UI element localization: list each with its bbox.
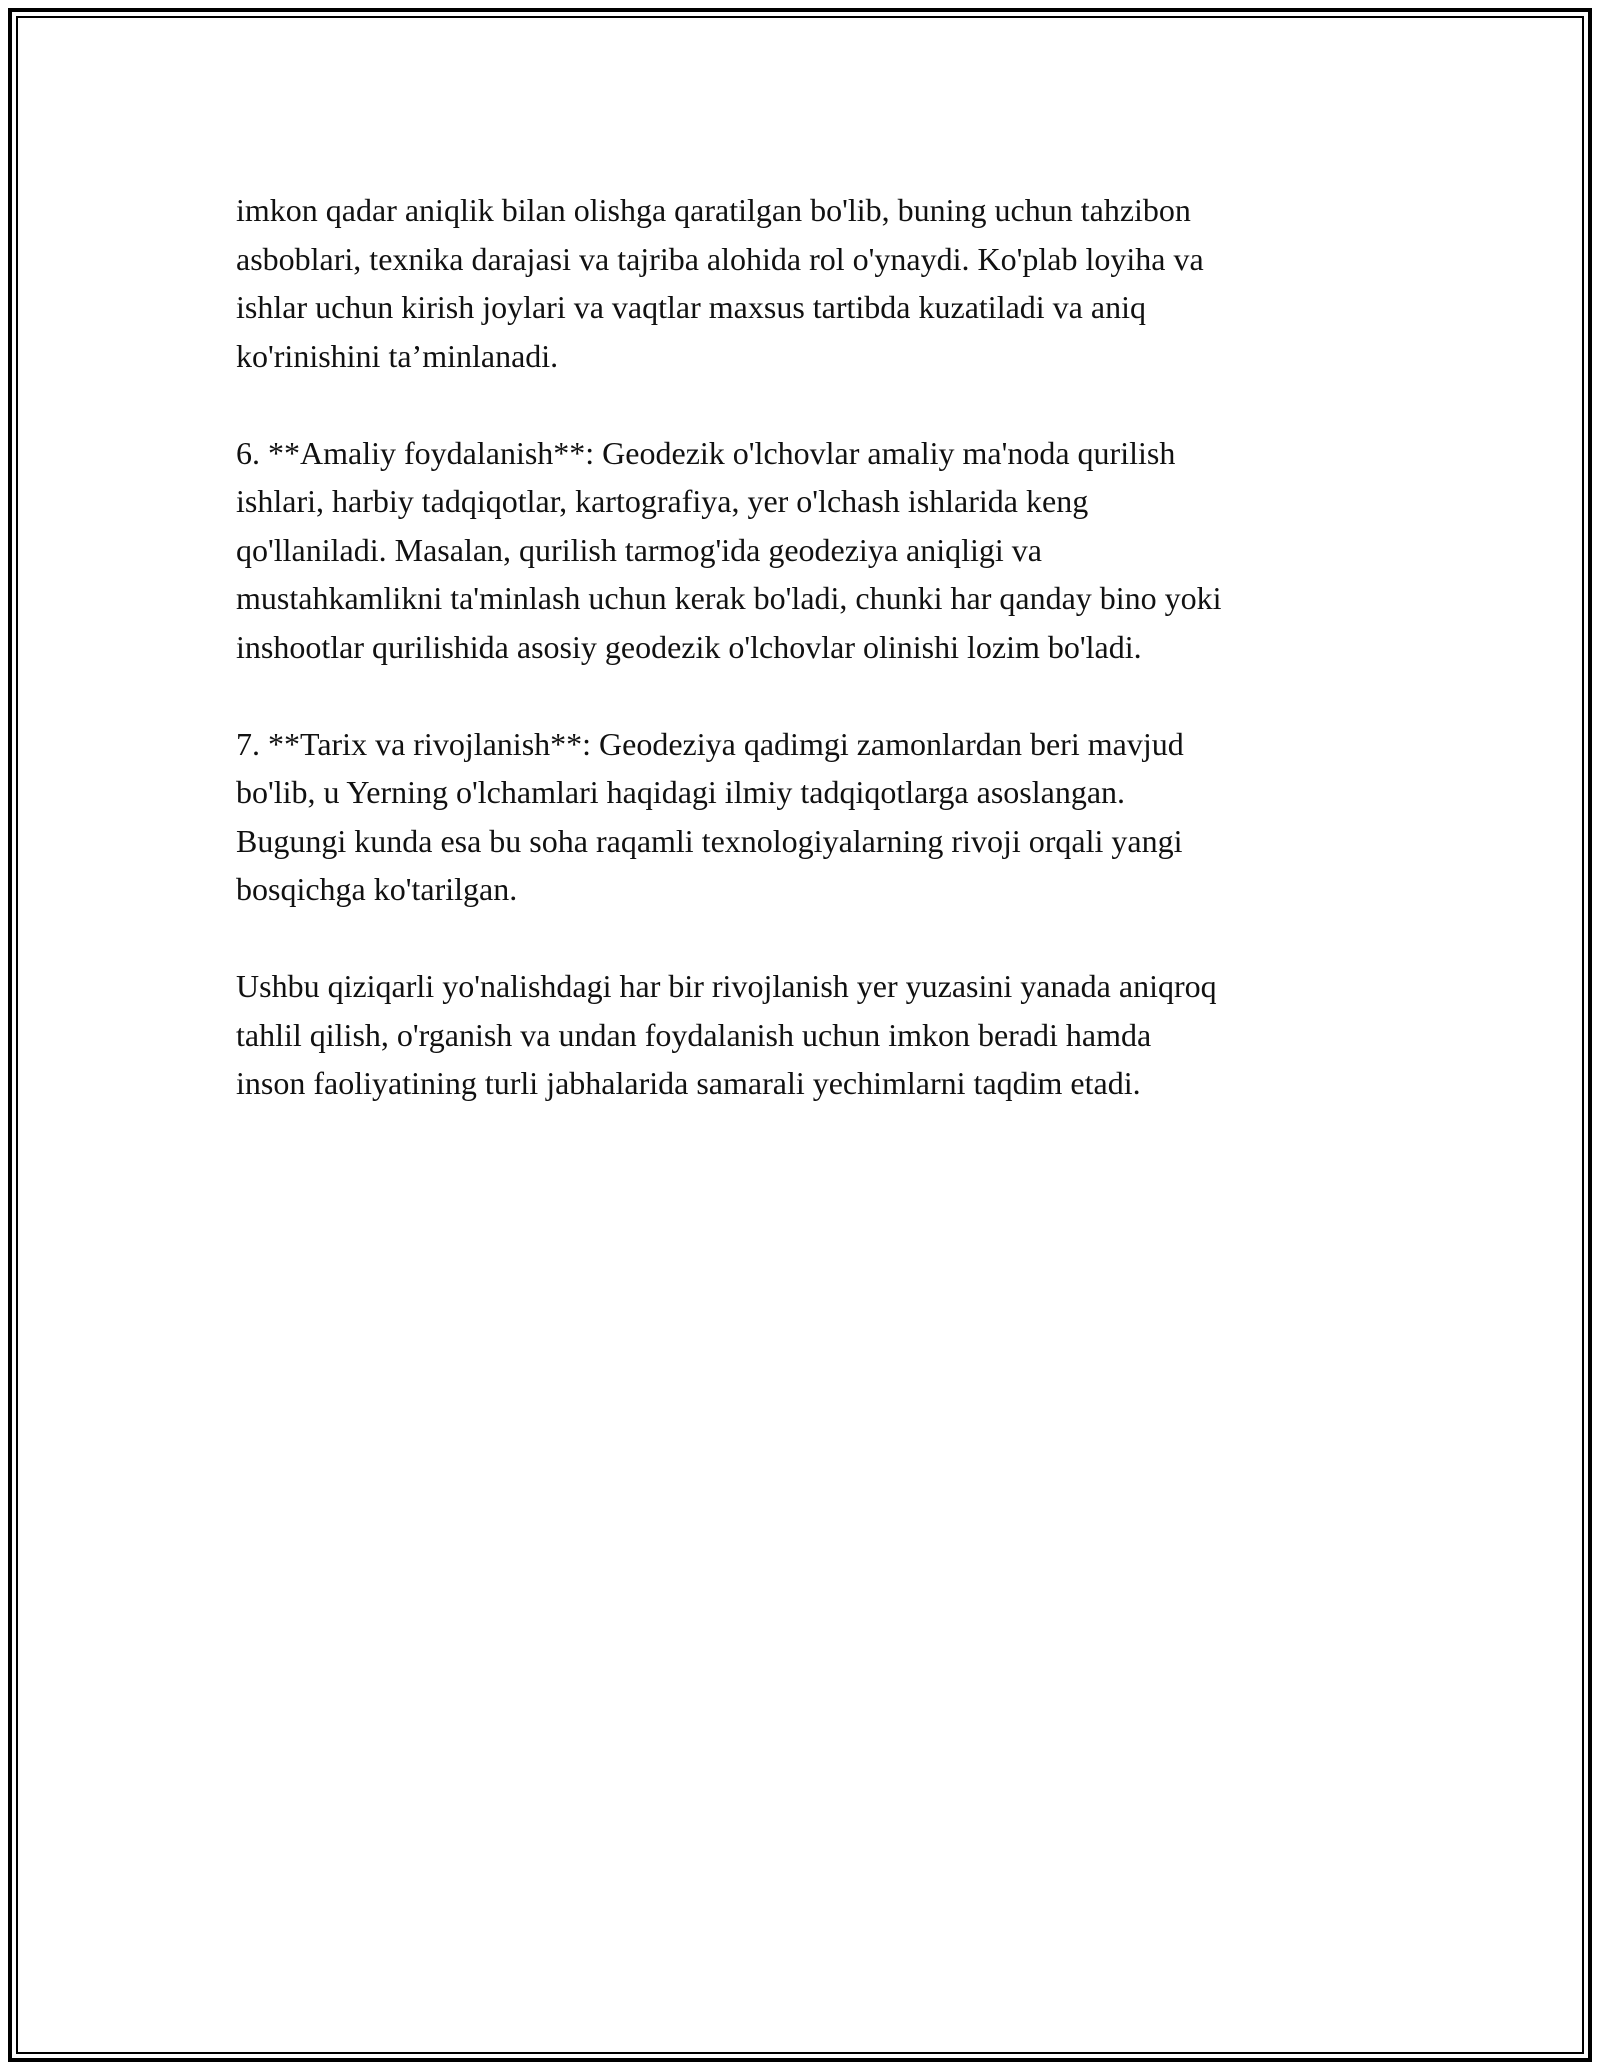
text-line: qo'llaniladi. Masalan, qurilish tarmog'ida geodeziya aniqligi va [236, 531, 1042, 568]
text-line: ko'rinishini ta’minlanadi. [236, 337, 559, 374]
paragraph-1 [236, 186, 1386, 380]
text-line: imkon qadar aniqlik bilan olishga qaratilgan bo'lib, buning uchun tahzibon [236, 192, 1191, 228]
paragraph-2-amaliy-foydalanish [236, 429, 1386, 672]
text-line: inson faoliyatining turli jabhalarida samarali yechimlarni taqdim etadi. [236, 1065, 1141, 1101]
text-line: bosqichga ko'tarilgan. [236, 871, 518, 907]
text-line: 7. **Tarix va rivojlanish**: Geodeziya qadimgi zamonlardan beri mavjud [236, 725, 1184, 762]
text-line: ishlar uchun kirish joylari va vaqtlar maxsus tartibda kuzatiladi va aniq [236, 289, 1146, 325]
text-line: asboblari, texnika darajasi va tajriba alohida rol o'ynaydi. Ko'plab loyiha va [236, 240, 1204, 277]
text-line: inshootlar qurilishida asosiy geodezik o'lchovlar olinishi lozim bo'ladi. [236, 628, 1142, 665]
paragraph-3-tarix-va-rivojlanish [236, 720, 1386, 914]
text-line: tahlil qilish, o'rganish va undan foydalanish uchun imkon beradi hamda [236, 1016, 1152, 1053]
text-line: ishlari, harbiy tadqiqotlar, kartografiya, yer o'lchash ishlarida keng [236, 483, 1089, 519]
text-line: bo'lib, u Yerning o'lchamlari haqidagi ilmiy tadqiqotlarga asoslangan. [236, 774, 1126, 810]
text-line: mustahkamlikni ta'minlash uchun kerak bo'ladi, chunki har qanday bino yoki [236, 580, 1222, 616]
document-body [236, 186, 1386, 1156]
text-line: Ushbu qiziqarli yo'nalishdagi har bir rivojlanish yer yuzasini yanada aniqroq [236, 968, 1217, 1004]
text-line: 6. **Amaliy foydalanish**: Geodezik o'lchovlar amaliy ma'noda qurilish [236, 434, 1176, 471]
paragraph-4-conclusion [236, 962, 1386, 1108]
text-line: Bugungi kunda esa bu soha raqamli texnologiyalarning rivoji orqali yangi [236, 822, 1183, 859]
